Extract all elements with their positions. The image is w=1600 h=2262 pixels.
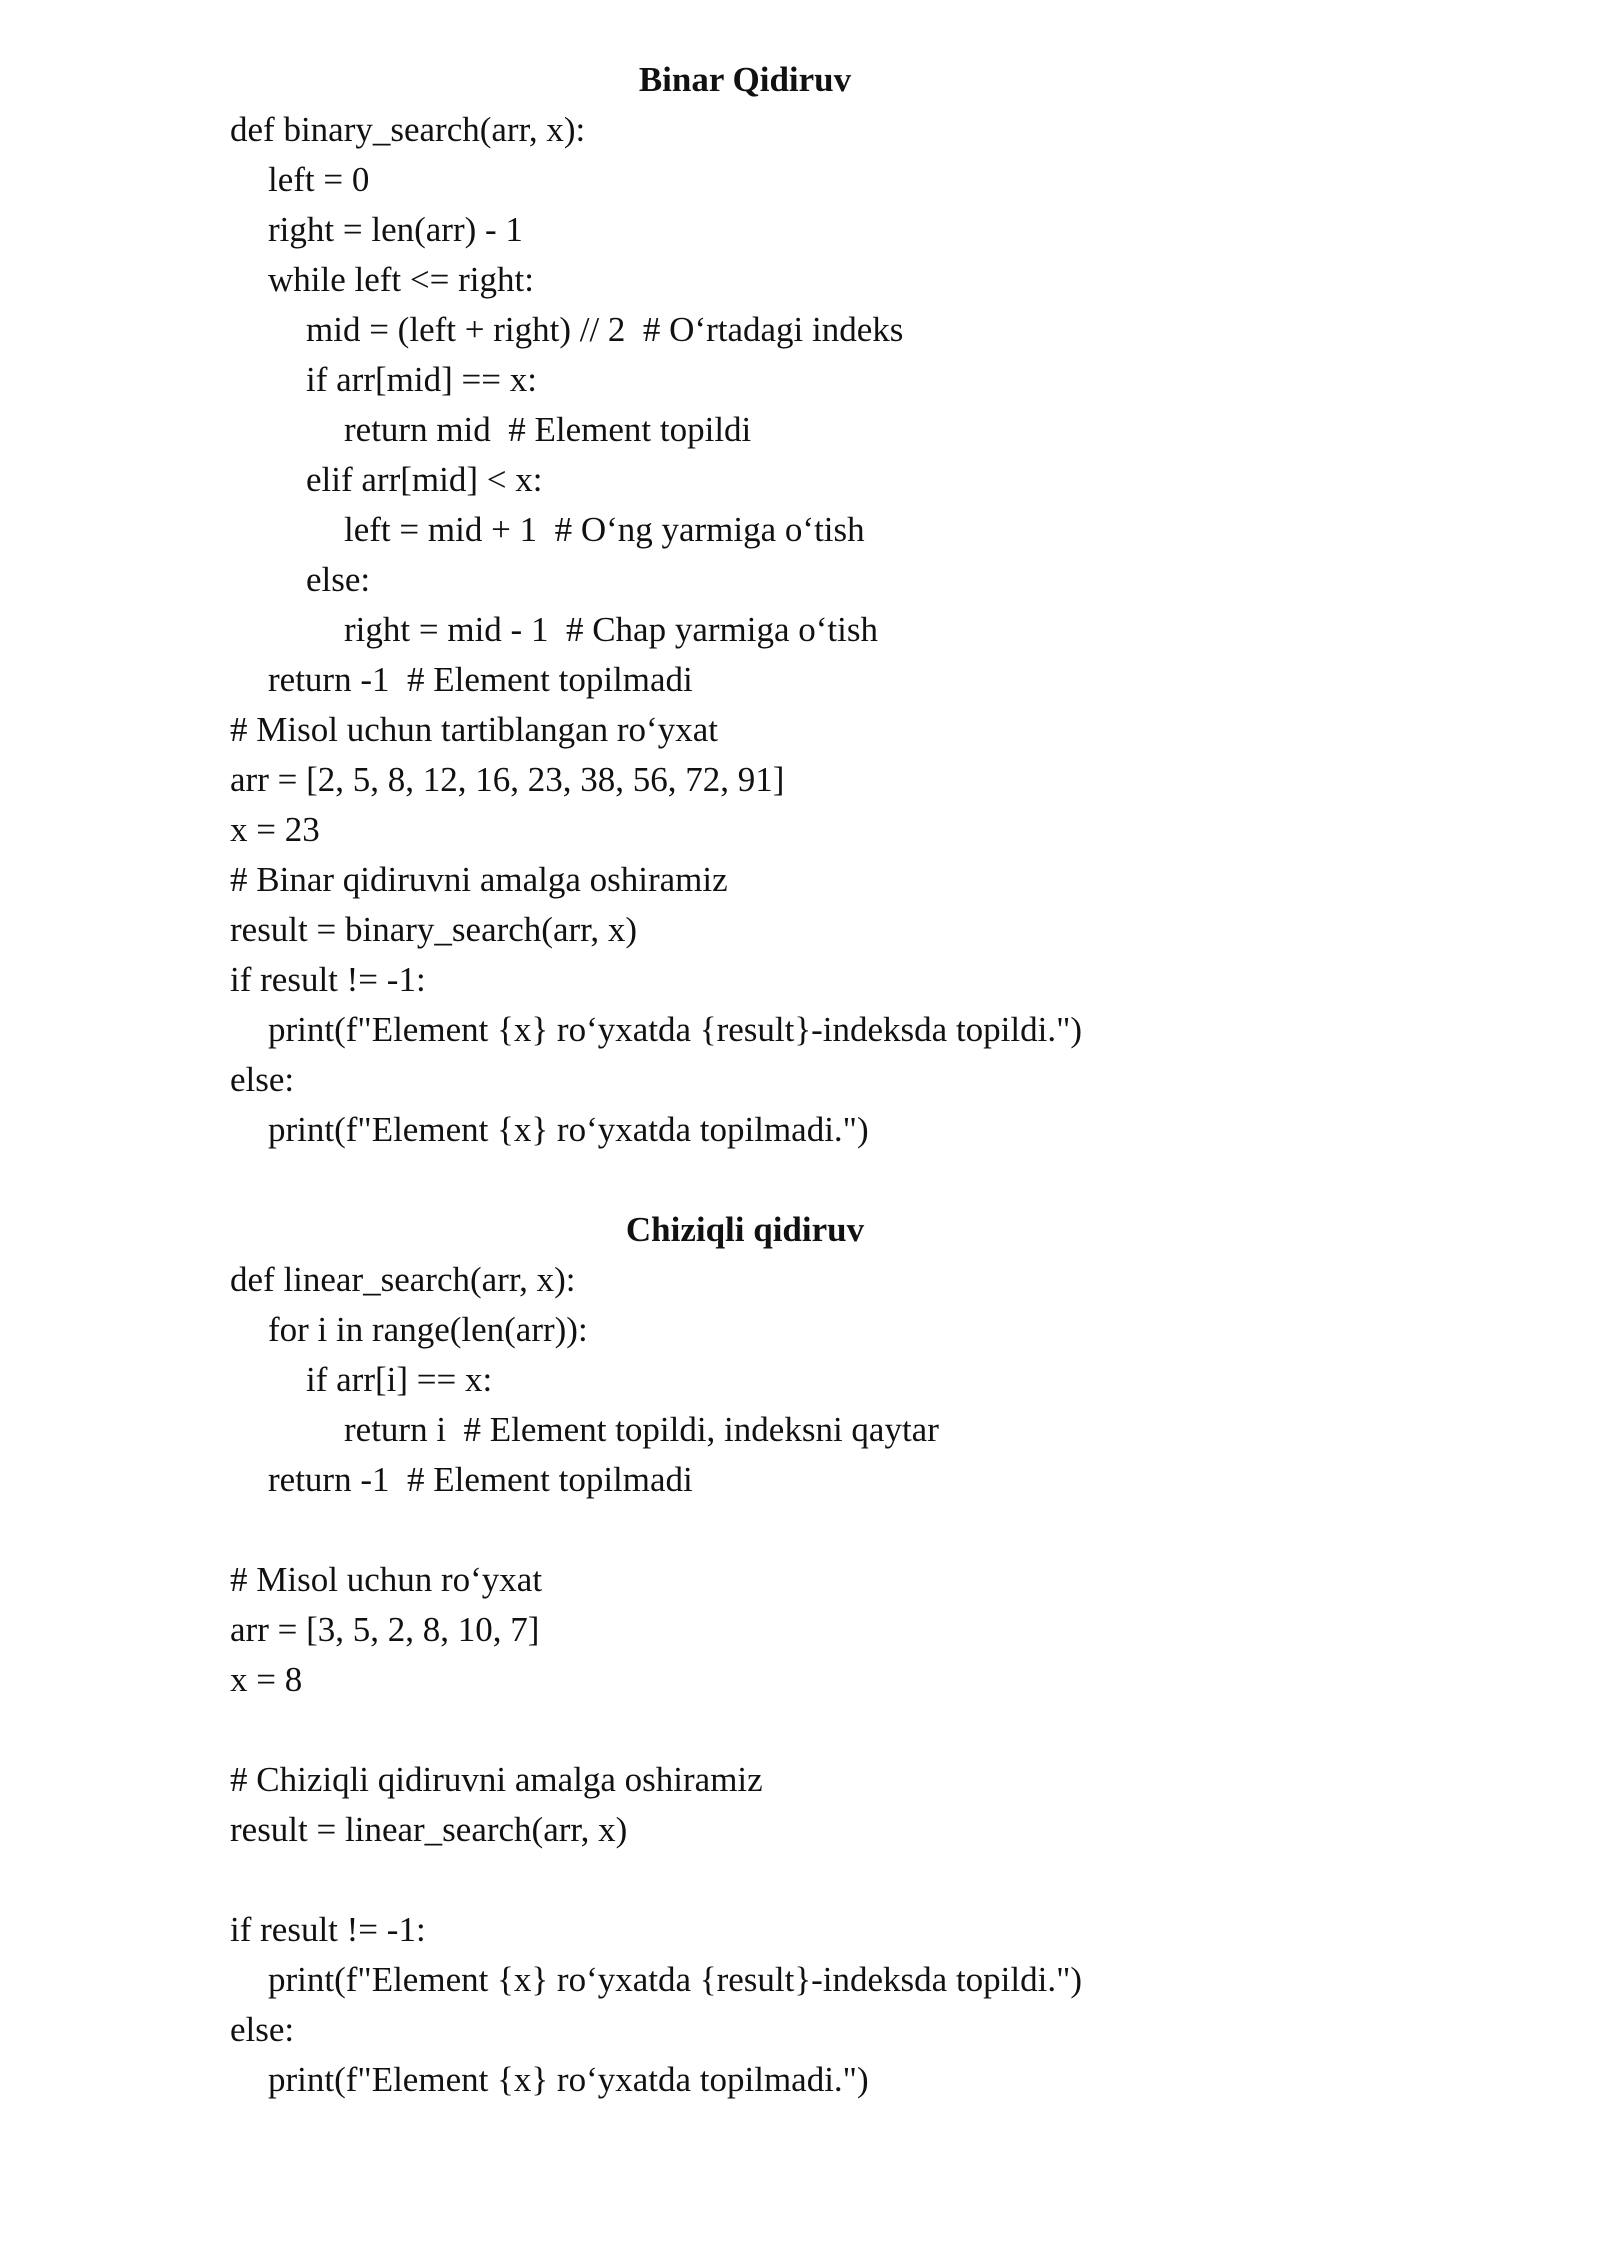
code-line: print(f"Element {x} ro‘yxatda {result}-indeksda topildi."): [268, 1960, 1083, 1999]
code-line: left = 0: [268, 160, 370, 199]
code-line: left = mid + 1 # O‘ng yarmiga o‘tish: [344, 510, 865, 549]
code-line: # Chiziqli qidiruvni amalga oshiramiz: [230, 1760, 763, 1799]
code-line: mid = (left + right) // 2 # O‘rtadagi indeks: [306, 310, 904, 349]
code-line: elif arr[mid] < x:: [306, 460, 543, 499]
code-line: result = linear_search(arr, x): [230, 1810, 628, 1849]
code-line: else:: [230, 2010, 295, 2049]
code-line: [230, 1505, 1510, 1555]
code-line: # Misol uchun ro‘yxat: [230, 1560, 543, 1599]
code-line: arr = [2, 5, 8, 12, 16, 23, 38, 56, 72, 91]: [230, 760, 785, 799]
linear-search-title: Chiziqli qidiruv: [625, 1210, 865, 1249]
code-line: else:: [306, 560, 371, 599]
code-line: x = 23: [230, 810, 320, 849]
code-line: [230, 1855, 1510, 1905]
code-line: # Binar qidiruvni amalga oshiramiz: [230, 860, 728, 899]
code-line: else:: [230, 1060, 295, 1099]
code-line: def binary_search(arr, x):: [230, 110, 586, 149]
code-line: arr = [3, 5, 2, 8, 10, 7]: [230, 1610, 540, 1649]
code-line: if arr[i] == x:: [306, 1360, 493, 1399]
code-line: def linear_search(arr, x):: [230, 1260, 576, 1299]
code-line: result = binary_search(arr, x): [230, 910, 638, 949]
code-line: return -1 # Element topilmadi: [268, 1460, 693, 1499]
binary-search-title: Binar Qidiruv: [638, 60, 852, 99]
linear-search-section: [230, 1205, 1510, 2105]
linear-search-code-block: [230, 1255, 1510, 2105]
code-line: return -1 # Element topilmadi: [268, 660, 693, 699]
code-line: return mid # Element topildi: [344, 410, 752, 449]
code-line: right = len(arr) - 1: [268, 210, 523, 249]
code-line: if result != -1:: [230, 960, 426, 999]
code-line: print(f"Element {x} ro‘yxatda {result}-indeksda topildi."): [268, 1010, 1083, 1049]
code-line: right = mid - 1 # Chap yarmiga o‘tish: [344, 610, 878, 649]
code-line: for i in range(len(arr)):: [268, 1310, 588, 1349]
code-line: x = 8: [230, 1660, 303, 1699]
binary-search-section: [230, 55, 1510, 1155]
code-line: # Misol uchun tartiblangan ro‘yxat: [230, 710, 718, 749]
code-line: return i # Element topildi, indeksni qaytar: [344, 1410, 939, 1449]
code-line: if arr[mid] == x:: [306, 360, 537, 399]
code-line: print(f"Element {x} ro‘yxatda topilmadi."): [268, 2060, 869, 2099]
code-line: if result != -1:: [230, 1910, 426, 1949]
binary-search-code-block: [230, 105, 1510, 1155]
code-line: print(f"Element {x} ro‘yxatda topilmadi."): [268, 1110, 869, 1149]
code-line: [230, 1705, 1510, 1755]
code-line: while left <= right:: [268, 260, 534, 299]
